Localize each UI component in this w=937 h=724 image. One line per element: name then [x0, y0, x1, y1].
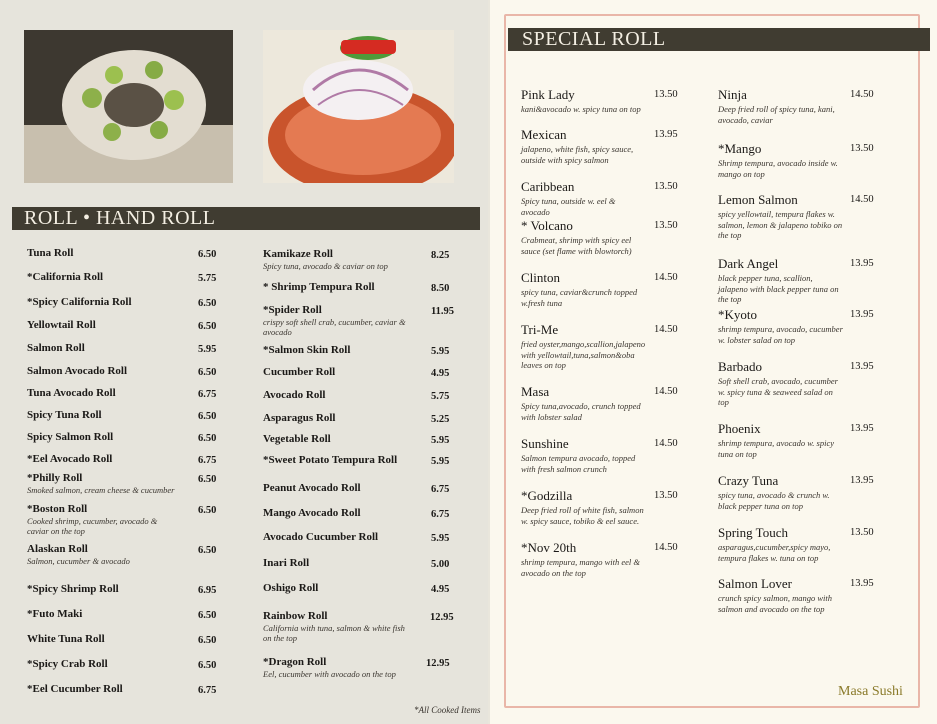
menu-item [263, 482, 413, 494]
item-price: 13.50 [850, 143, 874, 154]
item-price: 13.95 [850, 258, 874, 269]
item-name: Avocado Roll [263, 389, 326, 401]
item-price: 6.50 [198, 635, 217, 646]
item-description: Deep fried roll of white fish, salmon w. spicy sauce, tobiko & eel sauce. [521, 505, 644, 526]
item-description: asparagus,cucumber,spicy mayo, tempura flakes w. tuna on top [718, 542, 831, 563]
item-price: 4.95 [431, 368, 450, 379]
menu-item [263, 412, 413, 424]
item-price: 14.50 [654, 542, 678, 553]
item-name: Caribbean [521, 179, 575, 194]
item-description: crispy soft shell crab, cucumber, caviar & avocado [263, 317, 406, 337]
item-price: 13.50 [850, 527, 874, 538]
item-name: Peanut Avocado Roll [263, 482, 361, 494]
item-name: Mango Avocado Roll [263, 507, 361, 519]
item-name: Salmon Roll [27, 342, 85, 354]
item-price: 12.95 [430, 612, 454, 623]
item-description: Salmon, cucumber & avocado [27, 556, 130, 566]
menu-item [263, 656, 413, 679]
item-description: Crabmeat, shrimp with spicy eel sauce (set flame with blowtorch) [521, 235, 632, 256]
item-description: California with tuna, salmon & white fish on the top [263, 623, 405, 643]
menu-item [263, 304, 413, 337]
item-name: Oshigo Roll [263, 582, 319, 594]
item-name: Barbado [718, 359, 763, 374]
item-name: Avocado Cucumber Roll [263, 531, 379, 543]
item-name: *Sweet Potato Tempura Roll [263, 454, 398, 466]
menu-item [27, 683, 177, 695]
item-name: Vegetable Roll [263, 433, 331, 445]
item-price: 14.50 [654, 272, 678, 283]
item-price: 13.95 [850, 578, 874, 589]
item-description: Shrimp tempura, avocado inside w. mango on top [718, 158, 838, 179]
item-description: spicy tuna, avocado & crunch w. black pepper tuna on top [718, 490, 830, 511]
item-price: 14.50 [654, 386, 678, 397]
item-description: Deep fried roll of spicy tuna, kani, avocado, caviar [718, 104, 835, 125]
item-name: *Futo Maki [27, 608, 83, 620]
menu-item [27, 608, 177, 620]
item-description: crunch spicy salmon, mango with salmon and avocado on the top [718, 593, 833, 614]
item-description: Smoked salmon, cream cheese & cucumber [27, 485, 175, 495]
item-description: Salmon tempura avocado, topped with fresh salmon crunch [521, 453, 636, 474]
item-price: 14.50 [850, 194, 874, 205]
menu-item [263, 389, 413, 401]
menu-item [27, 296, 177, 308]
menu-item [27, 543, 177, 566]
item-name: Rainbow Roll [263, 610, 328, 622]
item-price: 13.95 [850, 475, 874, 486]
item-name: Dark Angel [718, 256, 779, 271]
menu-item [718, 359, 843, 408]
item-name: *Philly Roll [27, 472, 83, 484]
item-name: Lemon Salmon [718, 192, 798, 207]
menu-item [27, 409, 177, 421]
item-description: shrimp tempura, avocado, cucumber w. lobster salad on top [718, 324, 843, 345]
menu-item [263, 454, 413, 466]
menu-item [27, 503, 177, 536]
item-price: 6.50 [198, 474, 217, 485]
item-description: fried oyster,mango,scallion,jalapeno with yellowtail,tuna,salmon&oba leaves on top [521, 339, 646, 370]
item-name: Tuna Roll [27, 247, 74, 259]
item-price: 6.50 [198, 298, 217, 309]
item-price: 5.95 [431, 533, 450, 544]
brand-name: Masa Sushi [838, 684, 903, 699]
menu-item [521, 218, 646, 256]
item-name: *Spicy California Roll [27, 296, 132, 308]
section-title-roll: ROLL • HAND ROLL [12, 207, 480, 230]
item-name: Tuna Avocado Roll [27, 387, 116, 399]
item-name: *Eel Cucumber Roll [27, 683, 123, 695]
menu-item [521, 540, 646, 578]
item-price: 5.75 [198, 273, 217, 284]
item-description: kani&avocado w. spicy tuna on top [521, 104, 641, 114]
item-price: 5.25 [431, 414, 450, 425]
item-name: *Boston Roll [27, 503, 88, 515]
menu-item [521, 87, 646, 115]
menu-item [521, 179, 646, 217]
item-price: 14.50 [654, 324, 678, 335]
item-name: *Godzilla [521, 488, 573, 503]
item-price: 6.75 [198, 455, 217, 466]
item-price: 6.75 [198, 685, 217, 696]
menu-item [27, 365, 177, 377]
menu-item [27, 247, 177, 259]
item-price: 13.95 [850, 361, 874, 372]
menu-item [521, 384, 646, 422]
item-name: Salmon Avocado Roll [27, 365, 128, 377]
item-price: 13.95 [654, 129, 678, 140]
item-name: Yellowtail Roll [27, 319, 96, 331]
item-name: *Mango [718, 141, 762, 156]
item-price: 5.75 [431, 391, 450, 402]
menu-item [27, 431, 177, 443]
item-price: 6.50 [198, 660, 217, 671]
item-name: Ninja [718, 87, 747, 102]
item-name: Spicy Salmon Roll [27, 431, 114, 443]
item-price: 13.95 [850, 309, 874, 320]
item-name: Spicy Tuna Roll [27, 409, 102, 421]
item-name: Masa [521, 384, 550, 399]
item-name: *Dragon Roll [263, 656, 327, 668]
menu-item [27, 453, 177, 465]
menu-item [718, 141, 843, 179]
item-description: Eel, cucumber with avocado on the top [263, 669, 396, 679]
item-name: Asparagus Roll [263, 412, 336, 424]
menu-item [263, 582, 413, 594]
item-price: 6.50 [198, 411, 217, 422]
menu-item [27, 472, 177, 495]
menu-item [718, 256, 843, 305]
item-description: black pepper tuna, scallion, jalapeno with black pepper tuna on the top [718, 273, 839, 304]
menu-item [718, 87, 843, 125]
item-price: 13.50 [654, 490, 678, 501]
menu-item [27, 387, 177, 399]
item-name: *California Roll [27, 271, 104, 283]
menu-item [27, 633, 177, 645]
item-price: 6.75 [431, 484, 450, 495]
item-price: 4.95 [431, 584, 450, 595]
menu-item [263, 557, 413, 569]
item-description: shrimp tempura, mango with eel & avocado on the top [521, 557, 640, 578]
item-name: Inari Roll [263, 557, 310, 569]
item-name: * Shrimp Tempura Roll [263, 281, 375, 293]
item-description: spicy yellowtail, tempura flakes w. salmon, lemon & jalapeno tobiko on the top [718, 209, 843, 240]
menu-item [263, 248, 413, 271]
item-name: Alaskan Roll [27, 543, 88, 555]
menu-item [521, 436, 646, 474]
menu-item [263, 531, 413, 543]
item-name: *Salmon Skin Roll [263, 344, 351, 356]
item-name: Crazy Tuna [718, 473, 779, 488]
item-description: spicy tuna, caviar&crunch topped w.fresh tuna [521, 287, 638, 308]
item-description: Cooked shrimp, cucumber, avocado & caviar on the top [27, 516, 158, 536]
item-price: 5.95 [431, 346, 450, 357]
menu-item [718, 525, 843, 563]
item-price: 6.75 [198, 389, 217, 400]
item-price: 6.75 [431, 509, 450, 520]
menu-item [263, 281, 413, 293]
item-price: 5.95 [431, 435, 450, 446]
item-price: 6.50 [198, 610, 217, 621]
item-name: Spring Touch [718, 525, 788, 540]
item-price: 13.95 [850, 423, 874, 434]
item-price: 6.95 [198, 585, 217, 596]
item-description: Spicy tuna, outside w. eel & avocado [521, 196, 616, 217]
item-name: *Spicy Crab Roll [27, 658, 108, 670]
menu-item [27, 271, 177, 283]
item-price: 8.50 [431, 283, 450, 294]
item-description: Spicy tuna,avocado, crunch topped with lobster salad [521, 401, 641, 422]
menu-item [263, 344, 413, 356]
menu-item [263, 507, 413, 519]
item-name: *Kyoto [718, 307, 757, 322]
menu-item [521, 127, 646, 165]
item-price: 8.25 [431, 250, 450, 261]
item-name: Cucumber Roll [263, 366, 336, 378]
roll-photo [24, 30, 233, 183]
item-price: 14.50 [654, 438, 678, 449]
item-name: White Tuna Roll [27, 633, 105, 645]
menu-item [718, 576, 843, 614]
item-price: 6.50 [198, 433, 217, 444]
menu-item [521, 270, 646, 308]
item-name: Kamikaze Roll [263, 248, 333, 260]
item-description: Soft shell crab, avocado, cucumber w. spicy tuna & seaweed salad on top [718, 376, 838, 407]
item-price: 6.50 [198, 249, 217, 260]
item-price: 6.50 [198, 545, 217, 556]
item-price: 12.95 [426, 658, 450, 669]
item-name: Phoenix [718, 421, 761, 436]
item-price: 11.95 [431, 306, 455, 317]
item-description: Spicy tuna, avocado & caviar on top [263, 261, 388, 271]
item-price: 6.50 [198, 367, 217, 378]
item-price: 13.50 [654, 220, 678, 231]
menu-item [718, 307, 843, 345]
salmon-photo [263, 30, 454, 183]
menu-item [263, 366, 413, 378]
menu-item [263, 433, 413, 445]
section-title-special: SPECIAL ROLL [508, 28, 930, 51]
item-description: jalapeno, white fish, spicy sauce, outside with spicy salmon [521, 144, 634, 165]
menu-item [27, 342, 177, 354]
menu-item [263, 610, 413, 643]
item-description: shrimp tempura, avocado w. spicy tuna on top [718, 438, 834, 459]
menu-item [27, 319, 177, 331]
menu-item [521, 488, 646, 526]
item-name: Clinton [521, 270, 561, 285]
item-price: 13.50 [654, 89, 678, 100]
item-name: Pink Lady [521, 87, 575, 102]
item-name: Mexican [521, 127, 567, 142]
menu-item [521, 322, 646, 371]
item-price: 6.50 [198, 505, 217, 516]
item-name: Salmon Lover [718, 576, 793, 591]
menu-item [27, 583, 177, 595]
item-price: 6.50 [198, 321, 217, 332]
item-price: 13.50 [654, 181, 678, 192]
menu-item [718, 473, 843, 511]
item-name: *Spider Roll [263, 304, 322, 316]
item-name: * Volcano [521, 218, 573, 233]
item-name: *Eel Avocado Roll [27, 453, 113, 465]
menu-item [718, 192, 843, 241]
menu-item [718, 421, 843, 459]
item-price: 5.95 [431, 456, 450, 467]
item-price: 5.95 [198, 344, 217, 355]
item-name: *Spicy Shrimp Roll [27, 583, 119, 595]
item-price: 5.00 [431, 559, 450, 570]
item-name: Sunshine [521, 436, 569, 451]
item-name: Tri-Me [521, 322, 559, 337]
item-name: *Nov 20th [521, 540, 577, 555]
item-price: 14.50 [850, 89, 874, 100]
menu-item [27, 658, 177, 670]
cooked-items-footnote: *All Cooked Items [414, 705, 481, 715]
